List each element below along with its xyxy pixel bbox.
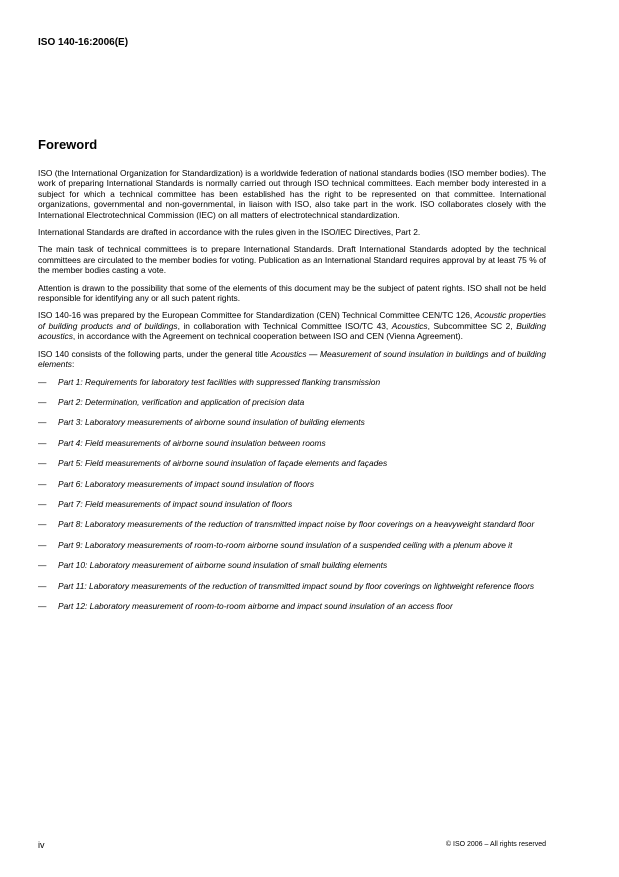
part-label: Part 8: Laboratory measurements of the reduction of transmitted impact noise by floor coverings on a heavyweight standard floor: [58, 519, 535, 530]
paragraph-committees: The main task of technical committees is to prepare International Standards. Draft International Standards adopted by the technical committees are circulated to the member bodies for voting. Publication as an International Standard requires approval by at least 75 % of the member bodies casting a vote.: [38, 244, 546, 276]
part-label: Part 11: Laboratory measurements of the reduction of transmitted impact sound by floor coverings on lightweight reference floors: [58, 580, 535, 591]
part-label: Part 6: Laboratory measurements of impact sound insulation of floors: [58, 478, 315, 489]
text-run: ISO 140 consists of the following parts, under the general title: [38, 348, 271, 359]
list-item: [38, 499, 546, 509]
dash-bullet: —: [38, 498, 47, 509]
list-item: [38, 377, 546, 387]
italic-run: Acoustics: [391, 320, 428, 331]
page-number: iv: [38, 840, 45, 850]
part-label: Part 10: Laboratory measurement of airborne sound insulation of small building elements: [58, 560, 388, 571]
dash-bullet: —: [38, 396, 47, 407]
dash-bullet: —: [38, 580, 47, 591]
parts-list: [38, 377, 546, 612]
part-label: Part 1: Requirements for laboratory test facilities with suppressed flanking transmission: [58, 376, 381, 387]
list-item: [38, 581, 546, 591]
dash-bullet: —: [38, 560, 47, 571]
dash-bullet: —: [38, 417, 47, 428]
list-item: [38, 458, 546, 468]
list-item: [38, 560, 546, 570]
paragraph-iso-intro: ISO (the International Organization for Standardization) is a worldwide federation of national standards bodies (ISO member bodies). The work of preparing International Standards is normally carried out through ISO technical committees. Each member body interested in a subject for which a technical committee has been established has the right to be represented on that committee. International organizations, governmental and non-governmental, in liaison with ISO, also take part in the work. ISO collaborates closely with the International Electrotechnical Commission (IEC) on all matters of electrotechnical standardization.: [38, 168, 546, 220]
text-run: :: [71, 359, 75, 370]
paragraph-directives: International Standards are drafted in accordance with the rules given in the ISO/IEC Directives, Part 2.: [38, 227, 421, 238]
document-id-header: ISO 140-16:2006(E): [38, 37, 129, 48]
list-item: [38, 417, 546, 427]
part-label: Part 3: Laboratory measurements of airborne sound insulation of building elements: [58, 417, 365, 428]
list-item: [38, 519, 546, 529]
paragraph-patent: Attention is drawn to the possibility that some of the elements of this document may be the subject of patent rights. ISO shall not be held responsible for identifying any or all such patent rights.: [38, 282, 546, 304]
text-run: , in accordance with the Agreement on technical cooperation between ISO and CEN (Vienna Agreement).: [72, 331, 463, 342]
part-label: Part 7: Field measurements of impact sound insulation of floors: [58, 498, 293, 509]
foreword-body: [38, 168, 546, 621]
part-label: Part 2: Determination, verification and application of precision data: [58, 396, 305, 407]
italic-run: Acoustic properties of building products and of buildings: [38, 310, 546, 331]
dash-bullet: —: [38, 600, 47, 611]
dash-bullet: —: [38, 458, 47, 469]
list-item: [38, 479, 546, 489]
list-item: [38, 601, 546, 611]
italic-run: Building acoustics: [38, 320, 546, 342]
list-item: [38, 438, 546, 448]
part-label: Part 5: Field measurements of airborne sound insulation of façade elements and façades: [58, 458, 388, 469]
list-item: [38, 397, 546, 407]
copyright-notice: © ISO 2006 – All rights reserved: [445, 841, 546, 848]
paragraph-parts-intro: [38, 349, 546, 370]
text-run: , Subcommittee SC 2,: [427, 320, 517, 331]
text-run: ISO 140-16 was prepared by the European Committee for Standardization (CEN) Technical Committee CEN/TC 126,: [38, 310, 475, 321]
dash-bullet: —: [38, 437, 47, 448]
part-label: Part 9: Laboratory measurements of room-to-room airborne sound insulation of a suspended ceiling with a plenum above it: [58, 539, 513, 550]
part-label: Part 4: Field measurements of airborne sound insulation between rooms: [58, 437, 326, 448]
dash-bullet: —: [38, 519, 47, 530]
dash-bullet: —: [38, 376, 47, 387]
text-run: , in collaboration with Technical Committee ISO/TC 43,: [177, 320, 392, 331]
italic-run: Acoustics — Measurement of sound insulation in buildings and of building elements: [38, 348, 546, 370]
paragraph-prepared-by: [38, 310, 546, 341]
part-label: Part 12: Laboratory measurement of room-to-room airborne and impact sound insulation of an access floor: [58, 600, 453, 611]
dash-bullet: —: [38, 478, 47, 489]
list-item: [38, 540, 546, 550]
page-title: Foreword: [38, 137, 98, 152]
dash-bullet: —: [38, 539, 47, 550]
